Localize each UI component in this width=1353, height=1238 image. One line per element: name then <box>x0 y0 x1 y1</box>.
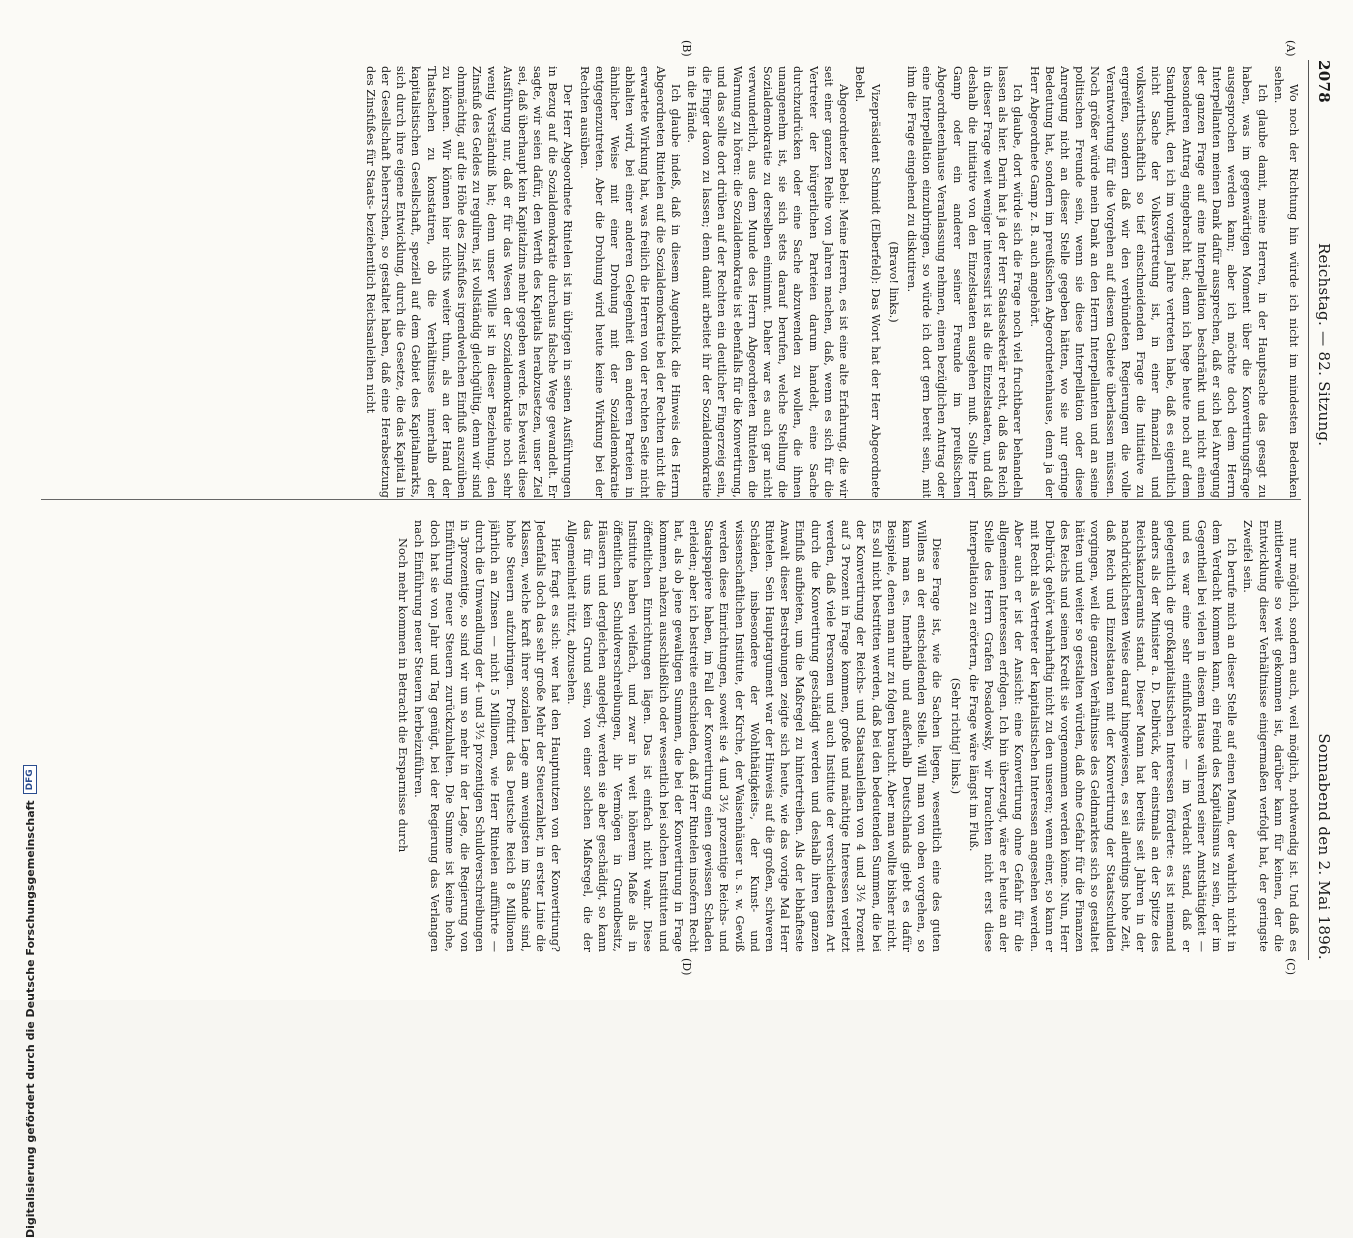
paragraph: Ich glaube, dort würde sich die Frage noch viel fruchtbarer behandeln lassen als hier. Darin hat ja der Herr Staatssekretär recht, daß das Reich in dieser Frage weit weniger interessirt ist als die Einzelstaaten, und daß deshalb die Initiative von den Einzelstaaten ausgehen muß. Sollte Herr Gamp oder ein anderer seiner Freunde im preußischen Abgeordnetenhause Veranlassung nehmen, einen bezüglichen Antrag oder eine Interpellation einzubringen, so würde ich dort gern bereit sein, mit ihm die Frage eingehend zu diskutiren. <box>904 66 1025 498</box>
page-number: 2078 <box>1315 60 1333 103</box>
page-header <box>1313 60 1335 960</box>
session-date: Sonnabend den 2. Mai 1896. <box>1315 733 1333 960</box>
paragraph: (Bravo! links.) <box>886 241 900 323</box>
dfg-logo: DFG <box>23 765 37 794</box>
running-title: Reichstag. — 82. Sitzung. <box>1315 242 1333 447</box>
paragraph: Abgeordneter Bebel: Meine Herren, es ist eine alte Erfahrung, die wir seit einer ganzen Reihe von Jahren machen, daß, wenn es sich für die Vertreter der bürgerlichen Parteien darum handelt, eine Sache durchzudrücken oder eine Sache abzuwenden zu wollen, die ihnen unangenehm ist, sie sich stets darauf berufen, welche Stellung die Sozialdemokratie zu derselben einnimmt. Daher war es auch gar nicht verwunderlich, aus dem Munde des Herrn Abgeordneten Rintelen die Warnung zu hören: die Sozialdemokratie ist ebenfalls für die Konvertirung, und das sollte dort drüben auf der Rechten ein deutlicher Fingerzeig sein, die Finger davon zu lassen; denn damit arbeitet ihr der Sozialdemokratie in die Hände. <box>685 66 851 498</box>
margin-marker-b: (B) <box>680 40 693 57</box>
paragraph: Hier fragt es sich: wer hat den Hauptnutzen von der Konvertirung? Jedenfalls doch das sehr große Mehr der Steuerzahler, in erster Linie die Klassen, welche kraft ihrer sozialen Lage am wenigsten im Stande sind, hohe Steuern aufzubringen. Profitirt das Deutsche Reich 8 Millionen jährlich an Zinsen — nicht 5 Millionen, wie Herr Rintelen aufführte — durch die Umwandlung der 4- und 3½ prozentigen Schuldverschreibungen in 3prozentige, so sind wir um so mehr in der Lage, die Regierung von Einführung neuer Steuern zurückzuhalten. Die Summe ist keine hohe, doch hat sie von Jahr und Tag genügt, bei der Regierung das Verlangen nach Einführung neuer Steuern herbeizuführen. <box>412 520 563 952</box>
digitization-credit <box>22 338 38 1238</box>
paragraph: (Sehr richtig! links.) <box>948 677 962 795</box>
paragraph: Ich berufe mich an dieser Stelle auf einen Mann, der wahrlich nicht in dem Verdacht kommen kann, ein Feind des Kapitalismus zu sein, der im Gegentheil bei vielen in diesem Hause während seiner Amtsthätigkeit — und es war eine sehr einflußreiche — im Verdacht stand, daß er gelegentlich die großkapitalistischen Interessen förderte: es ist niemand anders als der Minister a. D. Delbrück, der einstmals an der Spitze des Reichskanzleramts stand. Dieser Mann hat bereits seit Jahren in der nachdrücklichsten Weise darauf hingewiesen, es sei allerdings hohe Zeit, daß Reich und Einzelstaaten mit der Konvertirung der Staatsschulden vorgingen, weil die ganzen Verhältnisse des Geldmarktes sich so gestaltet hätten und weiter so gestalten würden, daß ohne Gefahr für die Finanzen des Reichs und seinen Kredit sie vorgenommen werden könne. Nun, Herr Delbrück gehört wahrhaftig nicht zu den unseren; wenn einer, so kann er mit Recht als Vertreter der kapitalistischen Interessen angesehen werden. Aber auch er ist der Ansicht: eine Konvertirung ohne Gefahr für die allgemeinen Interessen erfolgen. Ich bin überzeugt, wäre er heute an der Stelle des Herrn Grafen Posadowsky, wir brauchten nicht erst diese Interpellation zu erörtern, die Frage wäre längst im Fluß. <box>966 520 1239 952</box>
header-rule <box>1308 60 1309 960</box>
paragraph: nur möglich, sondern auch, weil möglich, nothwendig ist. Und daß es mittlerweile so weit gekommen ist, darüber kann für keinen, der die Entwicklung dieser Verhältnisse einigermaßen verfolgt hat, der geringste Zweifel sein. <box>1241 520 1300 952</box>
paragraph: Wo noch der Richtung hin würde ich nicht im mindesten Bedenken sehen. <box>1271 66 1300 498</box>
credit-text: Digitalisierung gefördert durch die Deutsche Forschungsgemeinschaft <box>23 800 37 1238</box>
paragraph: Diese Frage ist, wie die Sachen liegen, wesentlich eine des guten Willens an der entscheidenden Stelle. Will man von oben vorgehen, so kann man es. Innerhalb und außerhalb Deutschlands giebt es dafür Beispiele, denen man nur zu folgen braucht. Aber man wollte bisher nicht. Es soll nicht bestritten werden, daß bei den bedeutenden Summen, die bei der Konvertirung der Reichs- und Staatsanleihen von 4 und 3½ Prozent auf 3 Prozent in Frage kommen, große und mächtige Interessen verletzt werden, daß viele Personen und auch Institute der verschiedensten Art durch die Konvertirung geschädigt werden und deshalb ihren ganzen Einfluß aufbieten, um die Maßregel zu hintertreiben. Als der lebhafteste Anwalt dieser Bestrebungen zeigte sich heute, wie das vorige Mal Herr Rintelen. Sein Hauptargument war der Hinweis auf die großen, schweren Schäden, insbesondere der Wohlthätigkeits-, der Kunst- und wissenschaftlichen Institute, der Kirche, der Waisenhäuser u. s. w. Gewiß werden diese Einrichtungen, soweit sie 4 und 3½ prozentige Reichs- und Staatspapiere haben, im Fall der Konvertirung einen gewissen Schaden erleiden; aber ich bestreite entschieden, daß Herr Rintelen insofern Recht hat, als ob jene gewaltigen Summen, die bei der Konvertirung in Frage kommen, nahezu ausschließlich oder wesentlich bei solchen Instituten und öffentlichen Einrichtungen lägen. Das ist einfach nicht wahr. Diese Institute haben vielfach, und zwar in weit höherem Maße als in öffentlichen Schuldverschreibungen, ihr Vermögen in Grundbesitz, Häusern und dergleichen angelegt; werden sie aber geschädigt, so kann das für uns kein Grund sein, von einer solchen Maßregel, die der Allgemeinheit nützt, abzusehen. <box>565 520 944 952</box>
paragraph: Ich glaube indeß, daß in diesem Augenblick die Hinweis des Herrn Abgeordneten Rintelen auf die Sozialdemokratie bei der Rechten nicht die erwartete Wirkung hat, was freilich die Herren von der rechten Seite nicht abhalten wird, bei einer anderen Gelegenheit den anderen Parteien in ähnlicher Weise mit einer Drohung mit der Sozialdemokratie entgegenzutreten. Aber die Drohung wird heute keine Wirkung bei der Rechten ausüben. <box>577 66 682 498</box>
paragraph: Vizepräsident Schmidt (Elberfeld): Das Wort hat der Herr Abgeordnete Bebel. <box>853 66 882 498</box>
paragraph: Noch mehr kommen in Betracht die Ersparnisse durch <box>396 538 410 853</box>
margin-marker-a: (A) <box>1284 40 1297 57</box>
margin-marker-d: (D) <box>680 958 693 976</box>
margin-marker-c: (C) <box>1284 958 1297 975</box>
right-text-column <box>36 520 1301 952</box>
left-text-column <box>36 66 1301 498</box>
column-separator <box>41 499 1301 500</box>
paragraph: Ich glaube damit, meine Herren, in der Hauptsache das gesagt zu haben, was im gegenwärtigen Moment über die Konvertirungsfrage ausgesprochen werden kann; aber ich möchte doch dem Herrn Interpellanten meinen Dank dafür aussprechen, daß er sich bei Anregung der ganzen Frage auf eine Interpellation beschränkt und nicht einen besonderen Antrag eingebracht hat; denn ich hege heute noch auf dem Standpunkt, den ich im vorigen Jahre vertreten habe, daß es eigentlich nicht Sache der Volksvertretung ist, in einer finanziell und volkswirthschaftlich so tief einschneidenden Frage die Initiative zu ergreifen, sondern daß wir den verbündeten Regierungen die volle Verantwortung für die Vorgehen auf diesem Gebiete überlassen müssen. Noch größer würde mein Dank an den Herrn Interpellanten und an seine politischen Freunde sein, wenn sie diese Interpellation oder diese Anregung nicht an dieser Stelle gegeben hätten, wo sie nur geringe Bedeutung hat, sondern im preußischen Abgeordnetenhause, denn ja der Herr Abgeordnete Gamp z. B. auch angehört. <box>1027 66 1269 498</box>
paragraph: Der Herr Abgeordnete Rintelen ist im übrigen in seinen Ausführungen in Bezug auf die Sozialdemokratie durchaus falsche Wege gewandelt. Er sagte, wir seien dafür, den Werth des Kapitals herabzusetzen, unser Ziel sei, daß überhaupt kein Kapitalzins mehr gegeben werde. Es beweist diese Ausführung nur, daß er für das Wesen der Sozialdemokratie noch sehr wenig Verständniß hat; denn unser Wille ist in dieser Beziehung, den Zinsfuß des Geldes zu reguliren, ist vollständig gleichgültig, denn wir sind ohnmächtig, auf die Höhe des Zinsfußes irgendwelchen Einfluß auszuüben zu können. Wir können hier nichts weiter thun, als an der Hand der Thatsachen zu konstatiren, ob die Verhältnisse innerhalb der kapitalistischen Gesellschaft, speziell auf dem Gebiet des Kapitalmarkts, sich durch ihre eigene Entwicklung, durch die Gesetze, die das Kapital in der Gesellschaft beherrschen, so gestaltet haben, daß eine Herabsetzung des Zinsfußes für Staats- beziehentlich Reichsanleihen nicht <box>363 66 575 498</box>
